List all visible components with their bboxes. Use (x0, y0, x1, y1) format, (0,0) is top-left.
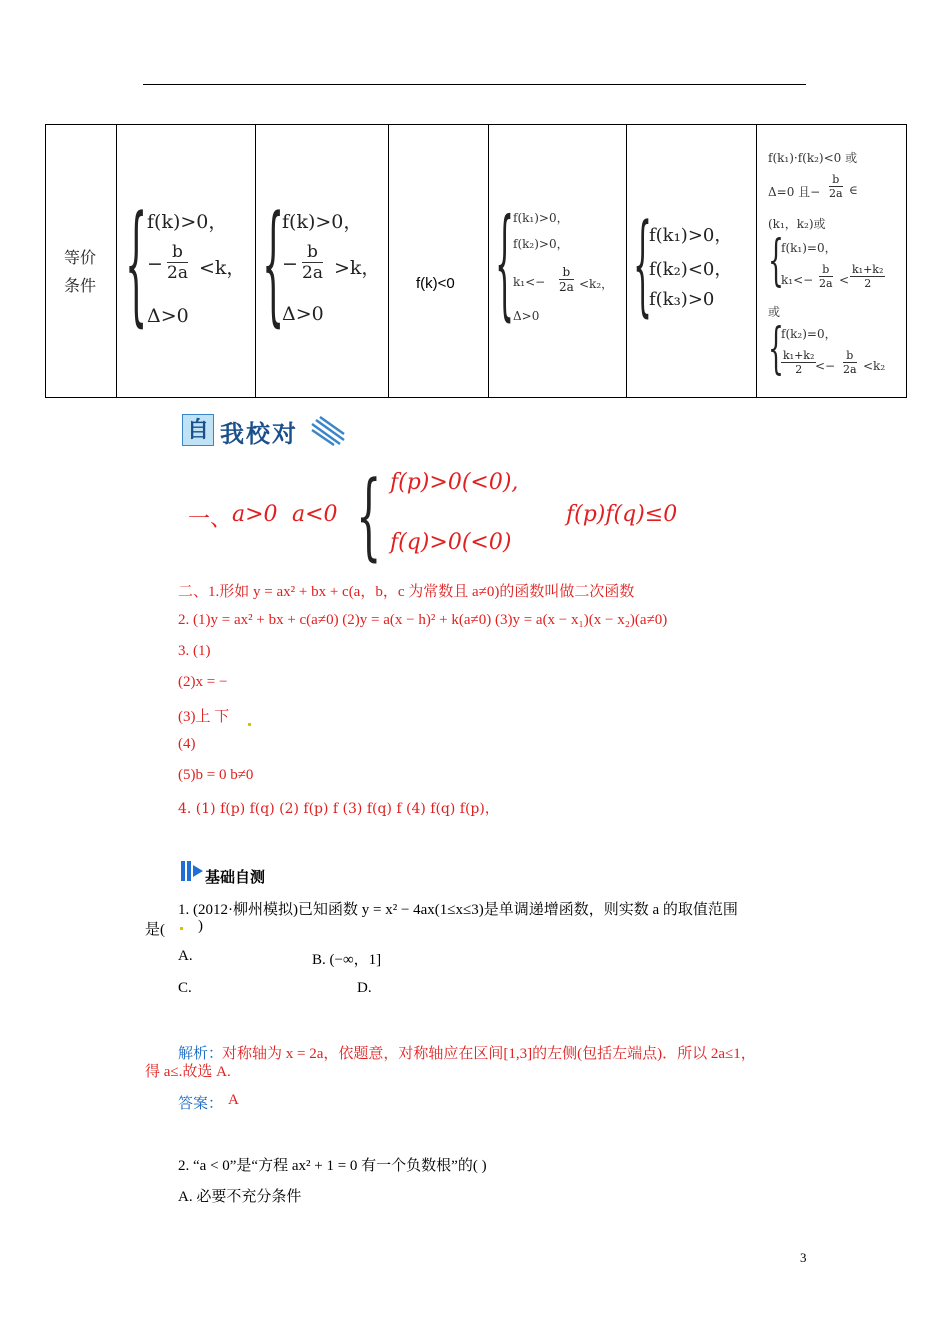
self-test-title: 基础自测 (205, 870, 266, 886)
c6-line7: f(k₂)=0， (781, 327, 837, 341)
c6-line3: (k₁，k₂)或 (768, 217, 826, 231)
solution-line1: 对称轴为 x = 2a，依题意，对称轴应在区间[1,3]的左侧(包括左端点)．所以 2a≤1， (222, 1046, 756, 1062)
c2-line1: f(k)>0， (282, 211, 363, 233)
answer-one-b: a<0 (292, 502, 338, 527)
self-test-icon (180, 859, 204, 883)
c6-line4: f(k₁)=0， (781, 241, 837, 255)
q1-option-a[interactable]: A. (178, 948, 193, 964)
c1-line2a: − (147, 253, 163, 275)
answer-label: 答案： (178, 1096, 224, 1112)
c6-line2a: Δ=0 且− (768, 185, 821, 199)
c1-line2b: <k， (199, 257, 246, 279)
left-brace: { (495, 192, 515, 333)
q1-option-d[interactable]: D. (357, 980, 372, 996)
c6-fraction-1: $\frac{b}{2a}$ (829, 173, 843, 200)
c4-line1: f(k₁)>0， (513, 211, 569, 225)
c6-line2b: ∈ (849, 183, 858, 197)
c5-line1: f(k₁)>0， (649, 225, 733, 246)
condition-cell-5 (627, 125, 757, 398)
left-brace: { (262, 187, 285, 340)
c2-line3: Δ>0 (282, 303, 324, 325)
section-title: 我校对 (220, 422, 298, 448)
answer-three-1: 3. (1) (178, 643, 211, 659)
c6-fraction-5: $\frac{b}{2a}$ (843, 349, 857, 376)
left-brace: { (633, 199, 653, 328)
label-line1: 等价 (64, 248, 97, 267)
condition-cell-2 (256, 125, 389, 398)
c5-line2: f(k₂)<0， (649, 259, 733, 280)
answer-one-brace2: f(q)>0(<0) (390, 530, 512, 555)
solution-label: 解析： (178, 1046, 224, 1062)
c6-line8b: <k₂ (863, 359, 886, 373)
c4-fraction: $\frac{b}{2a}$ (559, 265, 574, 294)
c6-fraction-3: $\frac{\text{k₁+k₂}}{2}$ (852, 263, 884, 290)
c3-text: f(k)<0 (416, 275, 455, 292)
answer-one-brace1: f(p)>0(<0), (390, 470, 519, 495)
q2-option-a[interactable]: A. 必要不充分条件 (178, 1189, 302, 1205)
condition-cell-4 (489, 125, 627, 398)
q1-option-c[interactable]: C. (178, 980, 192, 996)
c4-line3b: <k₂， (579, 277, 614, 291)
answer-three-5: (5)b = 0 b≠0 (178, 767, 254, 783)
condition-cell-1 (117, 125, 256, 398)
section-title-box: 自 (182, 414, 214, 446)
left-brace: { (768, 316, 784, 381)
header-rule (143, 84, 806, 85)
condition-table (45, 124, 907, 398)
answer-two-2: 2. (1)y = ax² + bx + c(a≠0) (2)y = a(x − h)² + k(a≠0) (3)y = a(x − x₁)(x − x₂)(a≠0) (178, 612, 668, 628)
q1-line1: 1. (2012·柳州模拟)已知函数 y = x² − 4ax(1≤x≤3)是单调递增函数，则实数 a 的取值范围 (178, 902, 738, 918)
c5-line3: f(k₃)>0 (649, 289, 715, 310)
left-brace: { (356, 459, 382, 571)
q1-line2a: 是( (145, 922, 165, 938)
answer-one-prefix: 一、 (188, 506, 233, 531)
answer-value: A (228, 1092, 239, 1108)
c1-fraction: $\frac{b}{2a}$ (167, 242, 188, 283)
condition-cell-6 (757, 125, 907, 398)
left-brace: { (768, 228, 784, 293)
c6-fraction-4: $\frac{\text{k₁+k₂}}{2}$ (783, 349, 815, 376)
title-decoration-icon (310, 416, 346, 446)
c6-line8a: <− (815, 359, 836, 373)
left-brace: { (125, 187, 148, 340)
answer-one-a: a>0 (232, 502, 278, 527)
c6-line5b: < (839, 273, 850, 287)
c2-fraction: $\frac{b}{2a}$ (302, 242, 323, 283)
c6-line1: f(k₁)·f(k₂)<0 或 (768, 151, 858, 165)
c2-line2a: − (282, 253, 298, 275)
c1-line1: f(k)>0， (147, 211, 228, 233)
row-label-cell (46, 125, 117, 398)
q1-option-b[interactable]: B. (−∞，1] (312, 952, 382, 968)
condition-cell-3 (389, 125, 489, 398)
c2-line2b: >k， (334, 257, 381, 279)
answer-three-3: (3)上 下 (178, 709, 230, 725)
q1-line2b: ) (198, 918, 203, 934)
q2-line: 2. “a < 0”是“方程 ax² + 1 = 0 有一个负数根”的( ) (178, 1158, 487, 1174)
answer-four: 4. (1) f(p) f(q) (2) f(p) f (3) f(q) f (4) f(q) f(p)， (178, 801, 499, 817)
answer-three-4: (4) (178, 736, 196, 752)
mark-dot (178, 920, 185, 937)
solution-line2: 得 a≤.故选 A. (145, 1064, 231, 1080)
c1-line3: Δ>0 (147, 305, 189, 327)
answer-three-2: (2)x = − (178, 674, 228, 690)
c6-line5a: k₁<− (781, 273, 814, 287)
label-line2: 条件 (64, 276, 97, 295)
answer-one-c: f(p)f(q)≤0 (566, 502, 678, 527)
c4-line2: f(k₂)>0， (513, 237, 569, 251)
c4-line3a: k₁<− (513, 275, 546, 289)
mark-dot (246, 716, 253, 733)
answer-two-1: 二、1.形如 y = ax² + bx + c(a，b，c 为常数且 a≠0)的函数叫做二次函数 (178, 584, 635, 600)
c6-line6: 或 (768, 305, 781, 319)
c6-fraction-2: $\frac{b}{2a}$ (819, 263, 833, 290)
c4-line4: Δ>0 (513, 309, 540, 323)
page-number: 3 (800, 1250, 807, 1265)
